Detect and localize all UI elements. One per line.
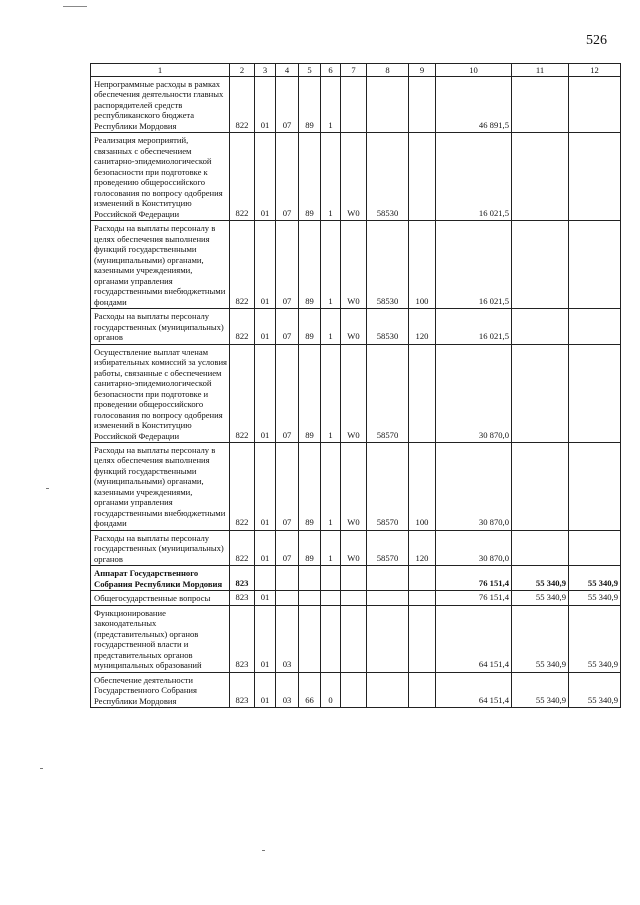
scan-edge-mark — [63, 6, 87, 7]
value-cell-c4: 07 — [276, 442, 299, 530]
col-header: 2 — [230, 64, 255, 77]
value-cell-c10: 30 870,0 — [436, 344, 512, 442]
value-cell-c5: 89 — [299, 309, 321, 344]
value-cell-c2: 822 — [230, 442, 255, 530]
value-cell-c8: 58530 — [367, 133, 409, 221]
value-cell-c9 — [409, 566, 436, 591]
table-row — [91, 309, 621, 344]
value-cell-c7: W0 — [341, 309, 367, 344]
row-name-cell: Расходы на выплаты персоналу государственных (муниципальных) органов — [91, 530, 230, 565]
value-cell-c12: 55 340,9 — [569, 566, 621, 591]
value-cell-c3: 01 — [255, 77, 276, 133]
value-cell-c6 — [321, 566, 341, 591]
value-cell-c8 — [367, 566, 409, 591]
page-number: 526 — [586, 33, 607, 48]
row-name-cell: Общегосударственные вопросы — [91, 591, 230, 605]
value-cell-c6: 1 — [321, 221, 341, 309]
row-name-cell: Функционирование законодательных (представительных) органов государственной власти и представительных органов муниципальных образований — [91, 605, 230, 672]
col-header: 12 — [569, 64, 621, 77]
value-cell-c2: 822 — [230, 77, 255, 133]
value-cell-c11: 55 340,9 — [512, 672, 569, 707]
budget-table-container — [90, 63, 620, 708]
value-cell-c9 — [409, 344, 436, 442]
value-cell-c2: 822 — [230, 221, 255, 309]
value-cell-c10: 64 151,4 — [436, 672, 512, 707]
value-cell-c3: 01 — [255, 442, 276, 530]
row-name-cell: Расходы на выплаты персоналу в целях обеспечения выполнения функций государственными (муниципальными) органами, казенными учреждениями, органами управления государственными внебюджетными фондами — [91, 221, 230, 309]
value-cell-c5: 89 — [299, 530, 321, 565]
value-cell-c4 — [276, 566, 299, 591]
value-cell-c11: 55 340,9 — [512, 605, 569, 672]
value-cell-c3: 01 — [255, 344, 276, 442]
value-cell-c7: W0 — [341, 133, 367, 221]
value-cell-c6: 1 — [321, 530, 341, 565]
value-cell-c5: 89 — [299, 77, 321, 133]
value-cell-c8: 58570 — [367, 442, 409, 530]
scan-speck — [262, 850, 265, 851]
value-cell-c2: 823 — [230, 591, 255, 605]
table-row — [91, 605, 621, 672]
value-cell-c7: W0 — [341, 221, 367, 309]
value-cell-c9 — [409, 133, 436, 221]
value-cell-c12: 55 340,9 — [569, 672, 621, 707]
value-cell-c11 — [512, 133, 569, 221]
value-cell-c3: 01 — [255, 133, 276, 221]
value-cell-c11 — [512, 309, 569, 344]
value-cell-c3: 01 — [255, 605, 276, 672]
value-cell-c7: W0 — [341, 442, 367, 530]
value-cell-c10: 16 021,5 — [436, 221, 512, 309]
value-cell-c8: 58530 — [367, 221, 409, 309]
value-cell-c8 — [367, 591, 409, 605]
value-cell-c11: 55 340,9 — [512, 566, 569, 591]
value-cell-c5 — [299, 591, 321, 605]
header-row — [91, 64, 621, 77]
value-cell-c2: 823 — [230, 672, 255, 707]
value-cell-c10: 46 891,5 — [436, 77, 512, 133]
value-cell-c10: 16 021,5 — [436, 133, 512, 221]
value-cell-c9: 100 — [409, 221, 436, 309]
value-cell-c10: 64 151,4 — [436, 605, 512, 672]
table-row — [91, 77, 621, 133]
value-cell-c9: 100 — [409, 442, 436, 530]
table-row — [91, 591, 621, 605]
value-cell-c8: 58570 — [367, 344, 409, 442]
scan-speck — [46, 488, 49, 489]
value-cell-c12: 55 340,9 — [569, 605, 621, 672]
value-cell-c8: 58570 — [367, 530, 409, 565]
value-cell-c12 — [569, 530, 621, 565]
value-cell-c9 — [409, 77, 436, 133]
value-cell-c7 — [341, 672, 367, 707]
value-cell-c7: W0 — [341, 530, 367, 565]
col-header: 3 — [255, 64, 276, 77]
value-cell-c4: 07 — [276, 530, 299, 565]
value-cell-c6 — [321, 605, 341, 672]
value-cell-c5: 89 — [299, 442, 321, 530]
value-cell-c2: 823 — [230, 566, 255, 591]
col-header: 7 — [341, 64, 367, 77]
table-row — [91, 442, 621, 530]
col-header: 1 — [91, 64, 230, 77]
value-cell-c6: 1 — [321, 344, 341, 442]
value-cell-c11 — [512, 530, 569, 565]
row-name-cell: Обеспечение деятельности Государственного Собрания Республики Мордовия — [91, 672, 230, 707]
table-row — [91, 672, 621, 707]
value-cell-c8 — [367, 672, 409, 707]
value-cell-c4: 07 — [276, 344, 299, 442]
value-cell-c10: 76 151,4 — [436, 566, 512, 591]
table-row — [91, 133, 621, 221]
value-cell-c3: 01 — [255, 672, 276, 707]
value-cell-c4: 07 — [276, 133, 299, 221]
value-cell-c4: 07 — [276, 309, 299, 344]
value-cell-c4: 07 — [276, 221, 299, 309]
value-cell-c7: W0 — [341, 344, 367, 442]
row-name-cell: Расходы на выплаты персоналу государственных (муниципальных) органов — [91, 309, 230, 344]
value-cell-c5: 89 — [299, 133, 321, 221]
value-cell-c12 — [569, 344, 621, 442]
row-name-cell: Реализация мероприятий, связанных с обеспечением санитарно-эпидемиологической безопасности при подготовке к проведению общероссийского голосования по вопросу одобрения изменений в Конституцию Российской Федерации — [91, 133, 230, 221]
value-cell-c2: 822 — [230, 344, 255, 442]
value-cell-c9 — [409, 605, 436, 672]
value-cell-c3: 01 — [255, 309, 276, 344]
col-header: 5 — [299, 64, 321, 77]
value-cell-c3: 01 — [255, 591, 276, 605]
value-cell-c2: 823 — [230, 605, 255, 672]
value-cell-c9: 120 — [409, 309, 436, 344]
col-header: 8 — [367, 64, 409, 77]
value-cell-c6: 1 — [321, 133, 341, 221]
value-cell-c6: 1 — [321, 77, 341, 133]
value-cell-c11 — [512, 77, 569, 133]
value-cell-c12 — [569, 309, 621, 344]
col-header: 11 — [512, 64, 569, 77]
row-name-cell: Осуществление выплат членам избирательных комиссий за условия работы, связанные с обеспечением санитарно-эпидемиологической безопасности при подготовке и проведении общероссийского голосования по вопросу одобрения изменений в Конституцию Российской Федерации — [91, 344, 230, 442]
value-cell-c11 — [512, 221, 569, 309]
value-cell-c11 — [512, 442, 569, 530]
value-cell-c2: 822 — [230, 309, 255, 344]
value-cell-c4: 03 — [276, 672, 299, 707]
value-cell-c5: 66 — [299, 672, 321, 707]
budget-table — [90, 63, 621, 708]
value-cell-c10: 30 870,0 — [436, 442, 512, 530]
value-cell-c11: 55 340,9 — [512, 591, 569, 605]
value-cell-c9: 120 — [409, 530, 436, 565]
value-cell-c9 — [409, 591, 436, 605]
table-row — [91, 530, 621, 565]
value-cell-c6: 0 — [321, 672, 341, 707]
row-name-cell: Аппарат Государственного Собрания Республики Мордовия — [91, 566, 230, 591]
value-cell-c3: 01 — [255, 530, 276, 565]
col-header: 4 — [276, 64, 299, 77]
value-cell-c7 — [341, 605, 367, 672]
value-cell-c7 — [341, 591, 367, 605]
table-row — [91, 566, 621, 591]
value-cell-c11 — [512, 344, 569, 442]
value-cell-c8: 58530 — [367, 309, 409, 344]
value-cell-c4 — [276, 591, 299, 605]
scan-speck — [40, 768, 43, 769]
value-cell-c12 — [569, 77, 621, 133]
value-cell-c2: 822 — [230, 133, 255, 221]
value-cell-c8 — [367, 77, 409, 133]
col-header: 9 — [409, 64, 436, 77]
value-cell-c8 — [367, 605, 409, 672]
value-cell-c7 — [341, 77, 367, 133]
value-cell-c5: 89 — [299, 344, 321, 442]
value-cell-c9 — [409, 672, 436, 707]
value-cell-c3: 01 — [255, 221, 276, 309]
value-cell-c10: 16 021,5 — [436, 309, 512, 344]
value-cell-c4: 03 — [276, 605, 299, 672]
value-cell-c12 — [569, 221, 621, 309]
col-header: 6 — [321, 64, 341, 77]
value-cell-c12: 55 340,9 — [569, 591, 621, 605]
table-row — [91, 344, 621, 442]
value-cell-c5 — [299, 566, 321, 591]
table-row — [91, 221, 621, 309]
value-cell-c2: 822 — [230, 530, 255, 565]
value-cell-c6: 1 — [321, 442, 341, 530]
value-cell-c3 — [255, 566, 276, 591]
col-header: 10 — [436, 64, 512, 77]
value-cell-c7 — [341, 566, 367, 591]
value-cell-c10: 30 870,0 — [436, 530, 512, 565]
value-cell-c6 — [321, 591, 341, 605]
value-cell-c6: 1 — [321, 309, 341, 344]
value-cell-c4: 07 — [276, 77, 299, 133]
value-cell-c5: 89 — [299, 221, 321, 309]
value-cell-c5 — [299, 605, 321, 672]
value-cell-c12 — [569, 133, 621, 221]
row-name-cell: Непрограммные расходы в рамках обеспечения деятельности главных распорядителей средств республиканского бюджета Республики Мордовия — [91, 77, 230, 133]
row-name-cell: Расходы на выплаты персоналу в целях обеспечения выполнения функций государственными (муниципальными) органами, казенными учреждениями, органами управления государственными внебюджетными фондами — [91, 442, 230, 530]
value-cell-c12 — [569, 442, 621, 530]
value-cell-c10: 76 151,4 — [436, 591, 512, 605]
